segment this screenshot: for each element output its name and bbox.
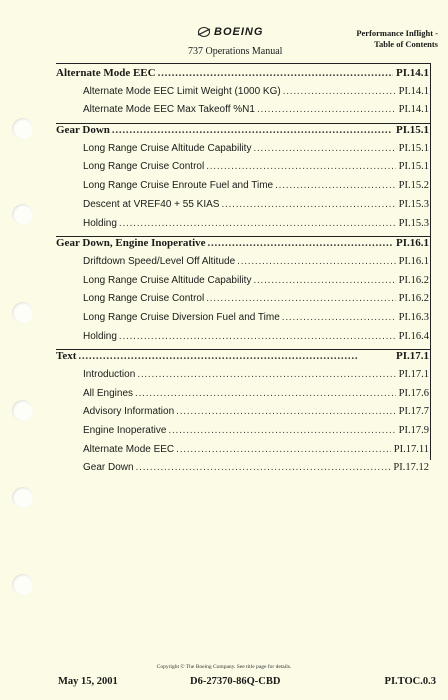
toc-section-title: Gear Down — [56, 124, 110, 137]
dot-leader — [237, 256, 396, 267]
toc-entry-page: PI.15.3 — [398, 217, 429, 229]
dot-leader — [253, 143, 395, 154]
toc-entry[interactable] — [56, 406, 430, 425]
binder-hole — [12, 574, 33, 595]
dot-leader — [283, 86, 396, 97]
dot-leader — [137, 369, 395, 380]
toc-entry-label: All Engines — [83, 387, 134, 399]
dot-leader — [136, 462, 391, 473]
toc-entry-page: PI.16.2 — [398, 293, 429, 305]
toc-entry[interactable] — [56, 444, 430, 463]
toc-entry[interactable] — [56, 312, 430, 331]
toc-entry-label: Advisory Information — [83, 406, 175, 418]
section-title-line1: Performance Inflight - — [356, 28, 438, 38]
toc-entry[interactable] — [56, 256, 430, 275]
toc-entry-label: Driftdown Speed/Level Off Altitude — [83, 255, 236, 267]
toc-entry-page: PI.17.11 — [393, 443, 429, 455]
toc-entry-label: Descent at VREF40 + 55 KIAS — [83, 198, 220, 210]
dot-leader — [168, 425, 395, 436]
dot-leader — [221, 199, 395, 210]
top-rule — [56, 63, 431, 64]
toc-entry-label: Introduction — [83, 369, 136, 380]
toc-entry-page: PI.15.3 — [398, 198, 429, 210]
manual-title: 737 Operations Manual — [188, 46, 283, 57]
toc-section-title: Text — [56, 350, 77, 363]
toc-entry-page: PI.14.1 — [398, 85, 429, 97]
logo-wordmark: BOEING — [214, 26, 264, 38]
toc-entry-label: Engine Inoperative — [83, 425, 167, 437]
toc-entry[interactable] — [56, 462, 430, 481]
dot-leader — [119, 218, 396, 229]
toc-section-heading[interactable] — [56, 350, 430, 369]
toc-entry[interactable] — [56, 180, 430, 199]
dot-leader — [253, 275, 395, 286]
dot-leader — [257, 104, 396, 115]
toc-entry[interactable] — [56, 104, 430, 123]
dot-leader — [206, 293, 395, 304]
boeing-logo — [197, 26, 263, 38]
dot-leader — [275, 180, 396, 191]
toc-entry[interactable] — [56, 293, 430, 312]
section-title — [356, 28, 438, 50]
toc-entry-page: PI.17.7 — [398, 406, 429, 418]
toc-entry-label: Holding — [83, 330, 117, 342]
toc-entry[interactable] — [56, 199, 430, 218]
toc-entry-label: Long Range Cruise Control — [83, 293, 205, 305]
dot-leader — [176, 444, 391, 455]
toc-entry[interactable] — [56, 161, 430, 180]
toc-entry-label: Alternate Mode EEC — [83, 443, 175, 455]
toc-entry-page: PI.17.12 — [393, 462, 429, 474]
dot-leader — [282, 312, 396, 323]
toc-entry[interactable] — [56, 425, 430, 444]
toc-section-title: Gear Down, Engine Inoperative — [56, 237, 206, 250]
toc-section-page: PI.16.1 — [396, 237, 429, 250]
dot-leader — [208, 237, 393, 249]
toc-entry-label: Long Range Cruise Enroute Fuel and Time — [83, 180, 274, 192]
toc-entry-page: PI.16.3 — [398, 311, 429, 323]
binder-hole — [12, 118, 33, 139]
toc-section-page: PI.14.1 — [396, 67, 429, 79]
toc-section-heading[interactable] — [56, 124, 430, 143]
toc-entry[interactable] — [56, 388, 430, 407]
toc-entry-page: PI.15.2 — [398, 180, 429, 192]
toc-section-page: PI.15.1 — [396, 124, 429, 137]
toc-entry[interactable] — [56, 143, 430, 162]
revision-date: May 15, 2001 — [58, 676, 118, 687]
binder-hole — [12, 400, 33, 421]
binder-hole — [12, 204, 33, 225]
table-of-contents — [56, 67, 430, 481]
toc-section-heading[interactable] — [56, 67, 430, 86]
toc-entry-label: Long Range Cruise Altitude Capability — [83, 142, 252, 154]
page-number: PI.TOC.0.3 — [384, 676, 436, 687]
section-title-line2: Table of Contents — [374, 39, 438, 49]
toc-entry[interactable] — [56, 331, 430, 350]
toc-entry-page: PI.16.2 — [398, 274, 429, 286]
dot-leader — [112, 124, 393, 136]
toc-entry-page: PI.16.1 — [398, 255, 429, 267]
toc-entry-label: Holding — [83, 217, 117, 229]
toc-entry-page: PI.14.1 — [398, 104, 429, 116]
document-number: D6-27370-86Q-CBD — [190, 676, 281, 687]
toc-entry-label: Long Range Cruise Altitude Capability — [83, 274, 252, 286]
toc-entry[interactable] — [56, 369, 430, 388]
toc-section-title: Alternate Mode EEC — [56, 67, 156, 79]
copyright-notice: Copyright © The Boeing Company. See title page for details. — [156, 664, 292, 670]
toc-entry-label: Long Range Cruise Control — [83, 161, 205, 173]
toc-entry-label: Alternate Mode EEC Limit Weight (1000 KG) — [83, 85, 281, 97]
dot-leader — [158, 67, 393, 79]
toc-entry-page: PI.15.1 — [398, 142, 429, 154]
dot-leader — [176, 406, 396, 417]
toc-entry-label: Alternate Mode EEC Max Takeoff %N1 — [83, 104, 255, 116]
dot-leader — [119, 331, 396, 342]
dot-leader — [135, 388, 396, 399]
toc-entry-page: PI.17.6 — [398, 387, 429, 399]
toc-entry[interactable] — [56, 275, 430, 294]
binder-hole — [12, 302, 33, 323]
toc-entry[interactable] — [56, 218, 430, 237]
toc-entry-label: Gear Down — [83, 462, 134, 474]
toc-section-heading[interactable] — [56, 237, 430, 256]
binder-hole — [12, 487, 33, 508]
dot-leader — [206, 161, 395, 172]
toc-entry-label: Long Range Cruise Diversion Fuel and Time — [83, 311, 280, 323]
dot-leader — [78, 350, 393, 362]
toc-section-page: PI.17.1 — [396, 350, 429, 363]
toc-entry-page: PI.16.4 — [398, 330, 429, 342]
boeing-symbol-icon — [197, 26, 211, 38]
toc-entry-page: PI.17.1 — [398, 369, 429, 380]
change-bar-rule — [430, 63, 431, 460]
toc-entry-page: PI.17.9 — [398, 425, 429, 437]
toc-entry[interactable] — [56, 86, 430, 105]
toc-entry-page: PI.15.1 — [398, 161, 429, 173]
